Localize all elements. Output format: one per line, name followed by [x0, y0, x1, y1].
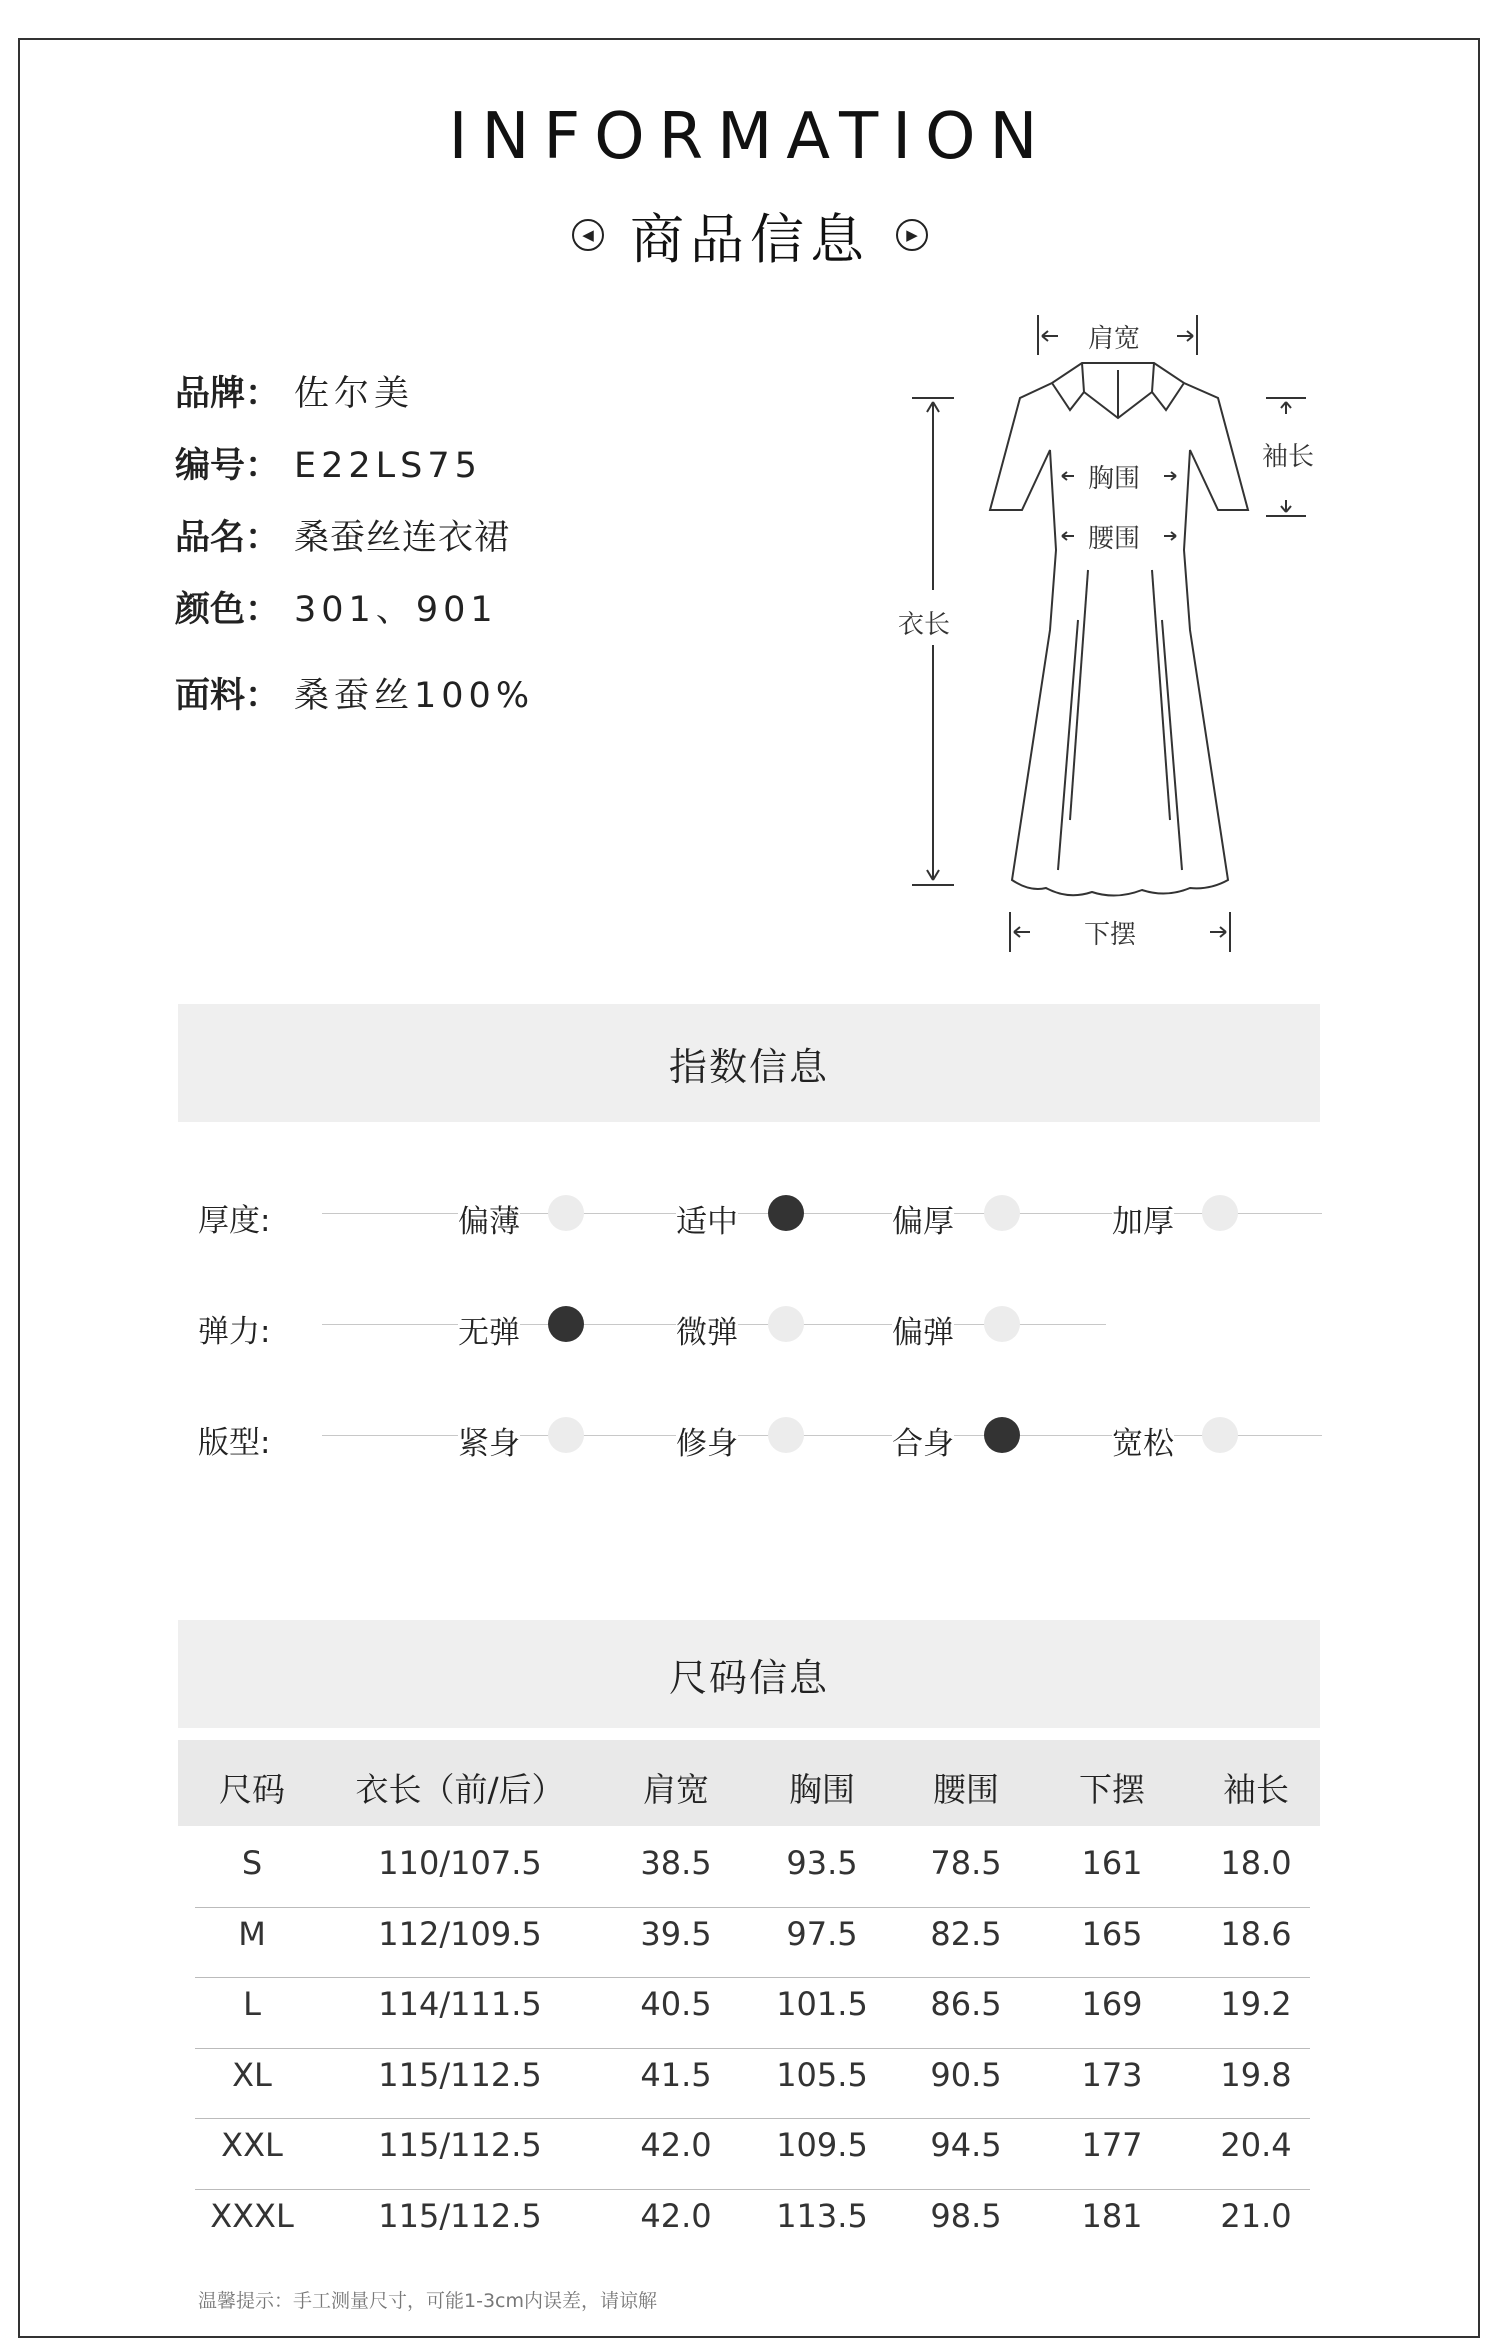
- code-label: 编号：: [175, 446, 281, 486]
- cell-sleeve: 19.8: [1220, 2055, 1292, 2094]
- brand-value: 佐尔美: [294, 374, 415, 414]
- cell-waist: 90.5: [930, 2055, 1002, 2094]
- fabric-value: 桑蚕丝100%: [294, 676, 535, 716]
- measurement-note: 温馨提示：手工测量尺寸，可能1-3cm内误差，请谅解: [198, 2290, 657, 2312]
- info-name: [175, 510, 510, 560]
- cell-waist: 82.5: [930, 1914, 1002, 1953]
- collar-lapel-left: [1052, 383, 1084, 410]
- cell-length: 115/112.5: [378, 2196, 542, 2235]
- waist-arrow-right: [1164, 532, 1176, 540]
- cell-hem: 165: [1081, 1914, 1143, 1953]
- cell-shoulder: 40.5: [640, 1985, 712, 2023]
- fabric-label: 面料：: [175, 676, 281, 716]
- elasticity-dot-stretchy: [984, 1306, 1020, 1342]
- shoulder-arrow-left: [1042, 331, 1058, 341]
- elasticity-dot-none: [548, 1306, 584, 1342]
- chevron-left-circle-icon: ◀: [572, 219, 604, 251]
- cell-shoulder: 41.5: [640, 2055, 712, 2094]
- diagram-label-hem: 下摆: [1084, 920, 1137, 950]
- header-chest: 胸围: [789, 1770, 855, 1809]
- cell-size: XXXL: [210, 2196, 294, 2235]
- info-code: [175, 438, 482, 488]
- cell-chest: 101.5: [776, 1985, 868, 2023]
- fit-dot-loose: [1202, 1417, 1238, 1453]
- header-size: 尺码: [219, 1770, 285, 1809]
- cell-hem: 161: [1081, 1844, 1143, 1882]
- waist-arrow-left: [1062, 532, 1074, 540]
- name-label: 品名：: [175, 518, 281, 558]
- elasticity-label: 弹力:: [198, 1314, 271, 1350]
- color-label: 颜色：: [175, 590, 281, 630]
- cell-hem: 177: [1081, 2126, 1143, 2164]
- thickness-option-medium: 适中: [676, 1196, 738, 1241]
- brand-label: 品牌：: [175, 374, 281, 414]
- cell-sleeve: 19.2: [1220, 1985, 1292, 2023]
- shoulder-arrow-right: [1177, 331, 1193, 341]
- diagram-label-waist: 腰围: [1088, 524, 1141, 554]
- cell-length: 110/107.5: [378, 1844, 542, 1882]
- cell-length: 115/112.5: [378, 2126, 542, 2164]
- cell-chest: 109.5: [776, 2126, 868, 2164]
- table-row-divider: [195, 1907, 1310, 1908]
- thickness-dot-medium: [768, 1195, 804, 1231]
- thickness-option-thick: 偏厚: [892, 1196, 954, 1241]
- cell-waist: 86.5: [930, 1985, 1002, 2023]
- elasticity-option-slight: 微弹: [676, 1307, 738, 1352]
- color-value: 301、901: [294, 590, 498, 630]
- header-hem: 下摆: [1079, 1770, 1145, 1809]
- cell-shoulder: 39.5: [640, 1914, 712, 1953]
- cell-size: L: [243, 1985, 261, 2023]
- cell-size: XXL: [221, 2126, 283, 2164]
- diagram-label-shoulder: 肩宽: [1088, 324, 1141, 354]
- cell-size: XL: [232, 2055, 272, 2094]
- thickness-dot-thick: [984, 1195, 1020, 1231]
- title-english: INFORMATION: [448, 100, 1052, 174]
- fit-dot-regular: [984, 1417, 1020, 1453]
- info-fabric: [175, 668, 534, 718]
- fit-option-regular: 合身: [892, 1418, 954, 1463]
- fit-dot-slim: [768, 1417, 804, 1453]
- title-chinese: 商品信息: [630, 207, 870, 271]
- sleeve-arrow-top: [1281, 402, 1291, 414]
- thickness-option-extra-thick: 加厚: [1112, 1196, 1174, 1241]
- cell-chest: 113.5: [776, 2196, 868, 2235]
- cell-waist: 98.5: [930, 2196, 1002, 2235]
- cell-sleeve: 20.4: [1220, 2126, 1292, 2164]
- dress-outline: [990, 363, 1248, 896]
- cell-shoulder: 42.0: [640, 2196, 712, 2235]
- cell-size: M: [238, 1914, 266, 1953]
- cell-sleeve: 18.0: [1220, 1844, 1292, 1882]
- cell-shoulder: 42.0: [640, 2126, 712, 2164]
- chevron-right-circle-icon: ▶: [896, 219, 928, 251]
- title-chinese-row: [0, 195, 1500, 275]
- code-value: E22LS75: [294, 446, 482, 486]
- fit-dot-tight: [548, 1417, 584, 1453]
- thickness-option-thin: 偏薄: [458, 1196, 520, 1241]
- diagram-label-chest: 胸围: [1088, 464, 1141, 494]
- sleeve-arrow-bottom: [1281, 500, 1291, 512]
- cell-waist: 94.5: [930, 2126, 1002, 2164]
- thickness-dot-extra-thick: [1202, 1195, 1238, 1231]
- hem-arrow-right: [1210, 927, 1226, 937]
- cell-chest: 93.5: [786, 1844, 858, 1882]
- chest-arrow-right: [1164, 472, 1176, 480]
- hem-arrow-left: [1014, 927, 1030, 937]
- table-row-divider: [195, 2118, 1310, 2119]
- header-shoulder: 肩宽: [643, 1770, 709, 1809]
- fit-option-slim: 修身: [676, 1418, 738, 1463]
- thickness-label: 厚度:: [198, 1203, 271, 1239]
- cell-length: 115/112.5: [378, 2055, 542, 2094]
- cell-sleeve: 18.6: [1220, 1914, 1292, 1953]
- elasticity-dot-slight: [768, 1306, 804, 1342]
- table-row-divider: [195, 2048, 1310, 2049]
- cell-chest: 105.5: [776, 2055, 868, 2094]
- elasticity-option-none: 无弹: [458, 1307, 520, 1352]
- cell-hem: 169: [1081, 1985, 1143, 2023]
- size-section-header: 尺码信息: [178, 1620, 1320, 1728]
- info-brand: [175, 366, 414, 416]
- header-sleeve: 袖长: [1223, 1770, 1289, 1809]
- index-section-header: 指数信息: [178, 1004, 1320, 1122]
- table-row-divider: [195, 2189, 1310, 2190]
- cell-hem: 181: [1081, 2196, 1143, 2235]
- table-row-divider: [195, 1977, 1310, 1978]
- cell-shoulder: 38.5: [640, 1844, 712, 1882]
- fit-option-tight: 紧身: [458, 1418, 520, 1463]
- info-color: [175, 582, 498, 632]
- cell-length: 112/109.5: [378, 1914, 542, 1953]
- cell-length: 114/111.5: [378, 1985, 542, 2023]
- thickness-dot-thin: [548, 1195, 584, 1231]
- cell-chest: 97.5: [786, 1914, 858, 1953]
- chest-arrow-left: [1062, 472, 1074, 480]
- cell-sleeve: 21.0: [1220, 2196, 1292, 2235]
- header-length: 衣长（前/后）: [355, 1770, 565, 1809]
- cell-waist: 78.5: [930, 1844, 1002, 1882]
- diagram-label-length: 衣长: [898, 600, 950, 645]
- name-value: 桑蚕丝连衣裙: [294, 518, 511, 558]
- header-waist: 腰围: [933, 1770, 999, 1809]
- fit-label: 版型:: [198, 1425, 271, 1461]
- cell-size: S: [241, 1844, 263, 1882]
- elasticity-option-stretchy: 偏弹: [892, 1307, 954, 1352]
- cell-hem: 173: [1081, 2055, 1143, 2094]
- diagram-label-sleeve: 袖长: [1262, 442, 1315, 472]
- collar-lapel-right: [1152, 383, 1184, 410]
- fit-option-loose: 宽松: [1112, 1418, 1174, 1463]
